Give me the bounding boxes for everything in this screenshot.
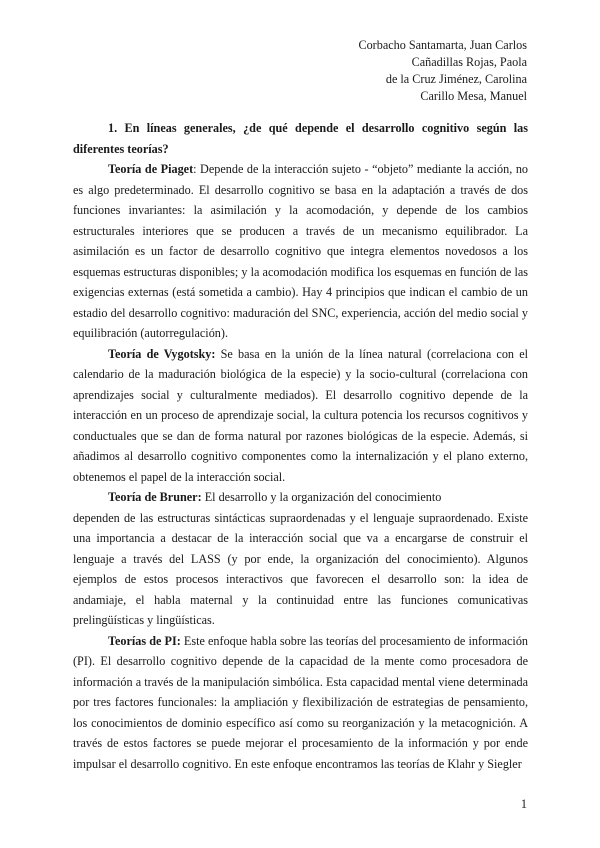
author-list bbox=[358, 37, 527, 105]
heading-pi: Teorías de PI: bbox=[108, 633, 181, 648]
author-name: Carillo Mesa, Manuel bbox=[420, 89, 527, 103]
document-body bbox=[73, 118, 528, 774]
heading-vygotsky: Teoría de Vygotsky: bbox=[108, 346, 216, 361]
author-name: Cañadillas Rojas, Paola bbox=[411, 55, 527, 69]
paragraph-pi bbox=[73, 631, 528, 775]
page-number: 1 bbox=[520, 797, 527, 811]
heading-piaget: Teoría de Piaget bbox=[108, 162, 194, 176]
text-vygotsky: Se basa en la unión de la línea natural (correlaciona con el calendario de la maduración biológica de la especie) y la socio-cultural (correlaciona con aprendizajes social y culturalmente mediados). El desarrollo cognitivo depende de la interacción en un proceso de aprendizaje social, la cultura potencia los recursos cognitivos y conductuales que se dan de forma natural por razones biológicas de la especie. Además, si añadimos al desarrollo cognitivo componentes como la internalización y el plano externo, obtenemos el papel de la interacción social. bbox=[73, 346, 528, 484]
heading-bruner: Teoría de Bruner: bbox=[108, 490, 202, 504]
paragraph-bruner bbox=[73, 487, 528, 508]
paragraph-bruner-continuation: dependen de las estructuras sintácticas supraordenadas y el lenguaje supraordenado. Existe una importancia a destacar de la interacción social que va a encargarse de construir el lenguaje a través del LASS (y por ende, la organización del conocimiento). Algunos ejemplos de estos procesos interactivos que favorecen el desarrollo son: la idea de andamiaje, el habla maternal y la continuidad entre las funciones comunicativas prelingüísticas y lingüísticas. bbox=[73, 510, 528, 627]
text-piaget: : Depende de la interacción sujeto - “objeto” mediante la acción, no es algo predeterminado. El desarrollo cognitivo se basa en la adaptación a través de dos funciones invariantes: la asimilación y la acomodación, y depende de los cambios estructurales interiores que se producen a través de un mecanismo equilibrador. La asimilación es un factor de desarrollo cognitivo que integra elementos novedosos a los esquemas estructuras disponibles; y la acomodación modifica los esquemas en función de las exigencias externas (está sometida a cambio). Hay 4 principios que indican el cambio de un estadio del desarrollo cognitivo: maduración del SNC, experiencia, acción del medio social y equilibración (autorregulación). bbox=[73, 162, 529, 340]
author-name: Corbacho Santamarta, Juan Carlos bbox=[358, 38, 527, 52]
text-bruner: El desarrollo y la organización del conocimiento bbox=[201, 490, 442, 504]
author-name: de la Cruz Jiménez, Carolina bbox=[385, 72, 527, 86]
text-pi: Este enfoque habla sobre las teorías del procesamiento de información (PI). El desarrollo cognitivo depende de la capacidad de la mente como procesadora de información a través de la manipulación simbólica. Esta capacidad mental viene determinada por tres factores funcionales: la ampliación y flexibilización de estrategias de pensamiento, los conocimientos de dominio específico así como su reorganización y la metacognición. A través de estos factores se puede mejorar el procesamiento de la información y por ende impulsar el desarrollo cognitivo. En este enfoque encontramos las teorías de Klahr y Siegler bbox=[73, 633, 529, 771]
paragraph-vygotsky bbox=[73, 344, 528, 488]
question-heading: 1. En líneas generales, ¿de qué depende el desarrollo cognitivo según las diferentes teorías? bbox=[73, 121, 528, 156]
paragraph-piaget bbox=[73, 159, 528, 344]
